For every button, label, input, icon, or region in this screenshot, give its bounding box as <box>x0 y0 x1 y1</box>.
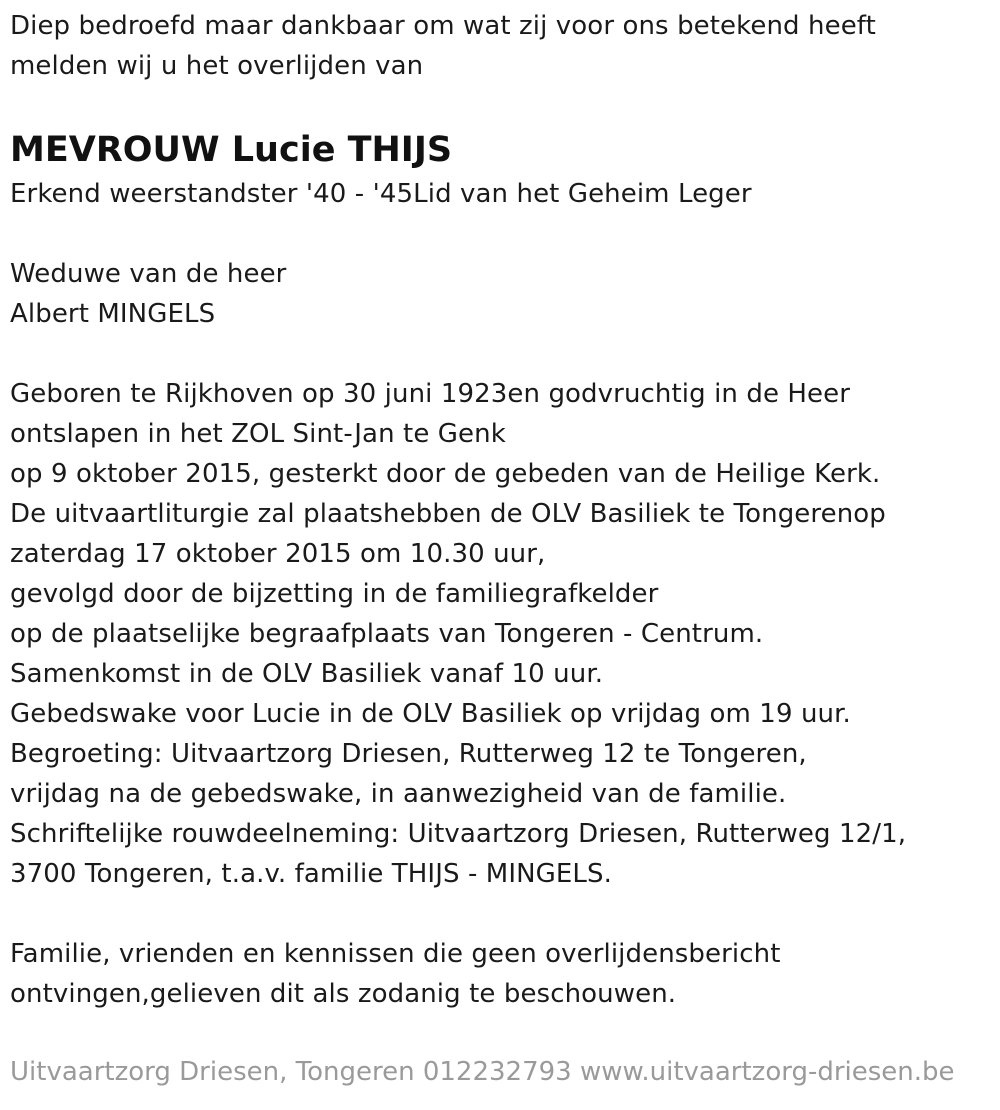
closing-line-1: Familie, vrienden en kennissen die geen overlijdensbericht <box>10 939 781 969</box>
intro-line-2: melden wij u het overlijden van <box>10 51 424 81</box>
closing-line-2: ontvingen,gelieven dit als zodanig te beschouwen. <box>10 979 677 1009</box>
intro-line-1: Diep bedroefd maar dankbaar om wat zij voor ons betekend heeft <box>10 11 876 41</box>
details-line-9: Gebedswake voor Lucie in de OLV Basiliek op vrijdag om 19 uur. <box>10 699 851 729</box>
details-line-3: op 9 oktober 2015, gesterkt door de gebeden van de Heilige Kerk. <box>10 459 881 489</box>
intro-text <box>10 6 990 86</box>
details-line-6: gevolgd door de bijzetting in de familiegrafkelder <box>10 579 659 609</box>
details-line-5: zaterdag 17 oktober 2015 om 10.30 uur, <box>10 539 546 569</box>
details-line-1: Geboren te Rijkhoven op 30 juni 1923en godvruchtig in de Heer <box>10 379 851 409</box>
details-line-2: ontslapen in het ZOL Sint-Jan te Genk <box>10 419 506 449</box>
spouse-block <box>10 254 990 334</box>
details-line-10: Begroeting: Uitvaartzorg Driesen, Rutterweg 12 te Tongeren, <box>10 739 807 769</box>
details-block <box>10 374 990 894</box>
details-line-12: Schriftelijke rouwdeelneming: Uitvaartzorg Driesen, Rutterweg 12/1, <box>10 819 907 849</box>
closing-block <box>10 934 990 1014</box>
deceased-title: Erkend weerstandster '40 - '45Lid van het Geheim Leger <box>10 179 752 209</box>
details-line-7: op de plaatselijke begraafplaats van Tongeren - Centrum. <box>10 619 764 649</box>
details-line-13: 3700 Tongeren, t.a.v. familie THIJS - MINGELS. <box>10 859 612 889</box>
spouse-line-2: Albert MINGELS <box>10 299 216 329</box>
spouse-line-1: Weduwe van de heer <box>10 259 287 289</box>
details-line-4: De uitvaartliturgie zal plaatshebben de OLV Basiliek te Tongerenop <box>10 499 886 529</box>
details-line-11: vrijdag na de gebedswake, in aanwezigheid van de familie. <box>10 779 787 809</box>
footer-funeral-home: Uitvaartzorg Driesen, Tongeren 012232793 www.uitvaartzorg-driesen.be <box>10 1057 955 1087</box>
obituary-notice <box>10 6 990 1014</box>
deceased-name: MEVROUW Lucie THIJS <box>10 130 453 170</box>
details-line-8: Samenkomst in de OLV Basiliek vanaf 10 uur. <box>10 659 604 689</box>
spacer <box>10 894 990 934</box>
spacer <box>10 334 990 374</box>
spacer <box>10 214 990 254</box>
